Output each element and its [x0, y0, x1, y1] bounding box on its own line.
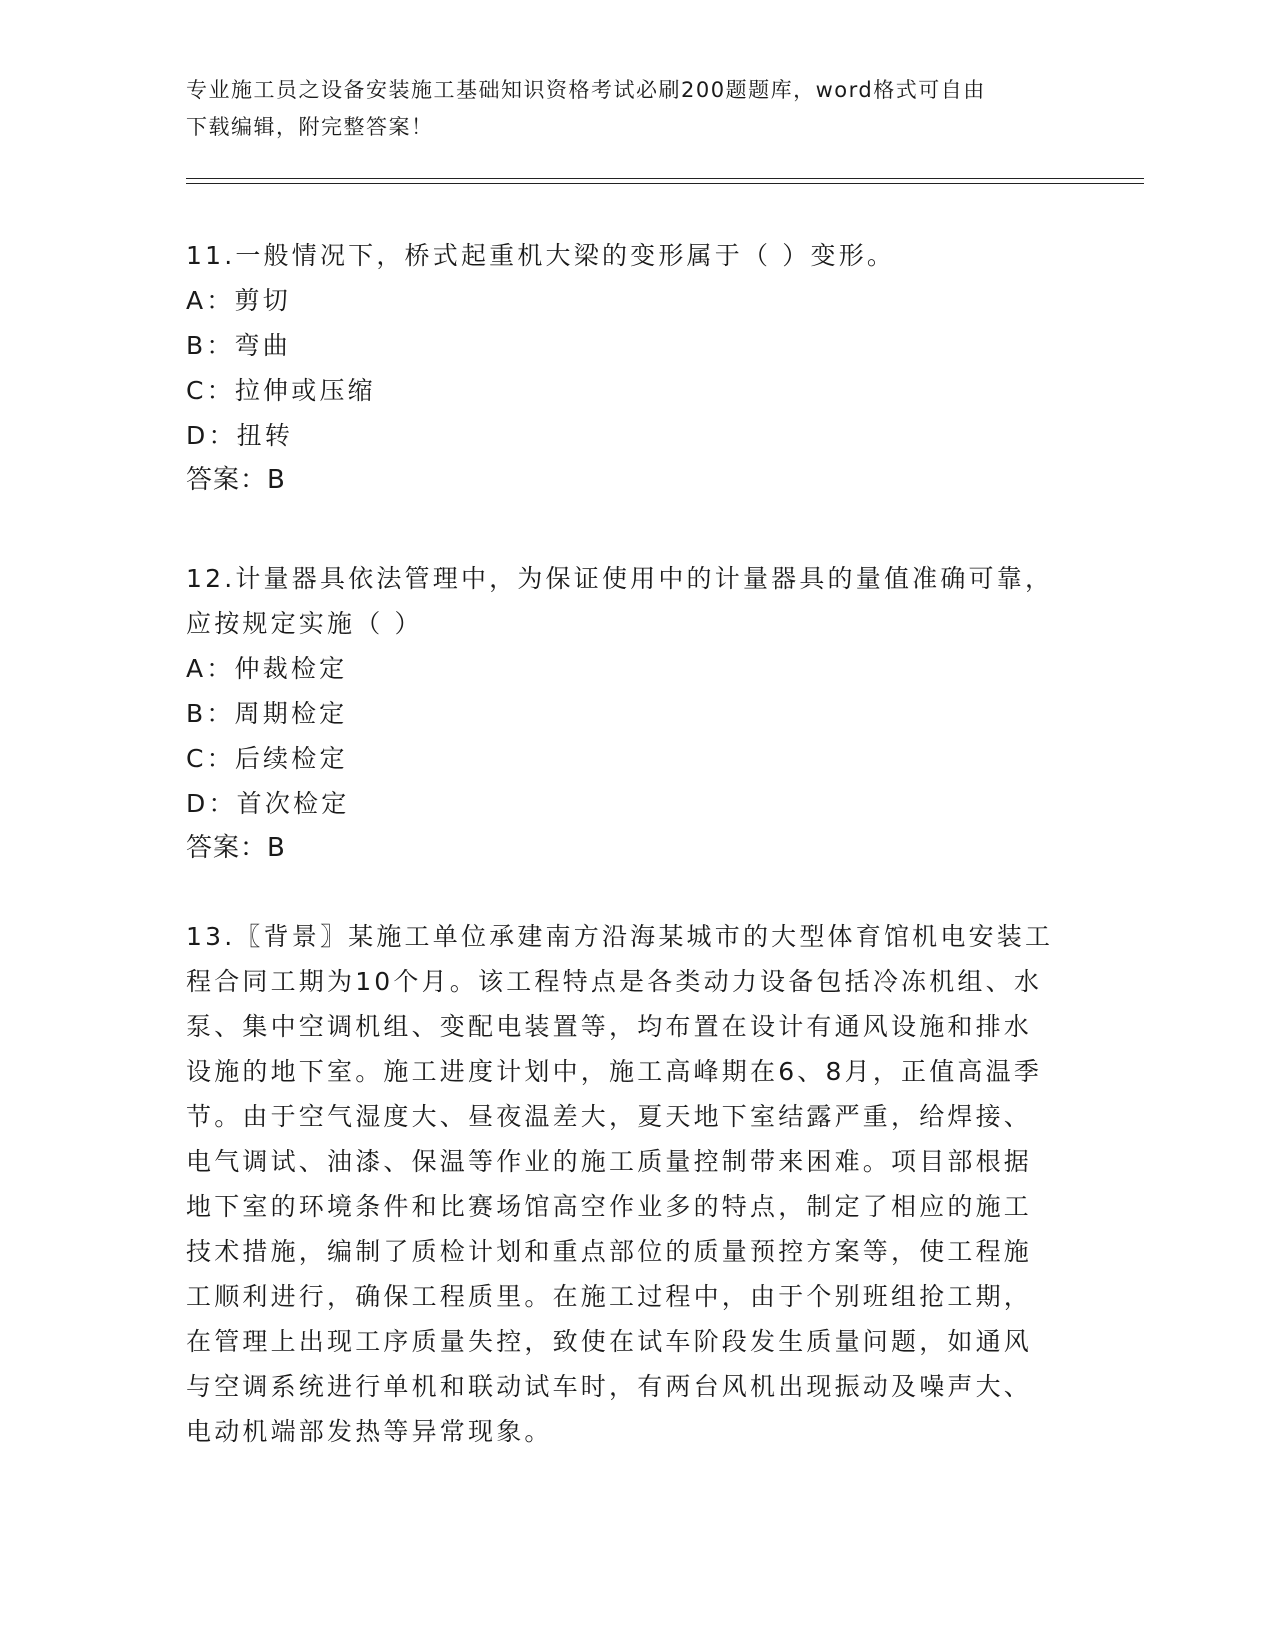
paragraph-line: 13.〖背景〗某施工单位承建南方沿海某城市的大型体育馆机电安装工: [186, 922, 1054, 951]
option-c: C：拉伸或压缩: [186, 376, 376, 405]
question-stem-line-1: 12.计量器具依法管理中，为保证使用中的计量器具的量值准确可靠，: [186, 564, 1054, 593]
paragraph-line: 电气调试、油漆、保温等作业的施工质量控制带来困难。项目部根据: [186, 1147, 1033, 1176]
option-b: B：周期检定: [186, 699, 348, 728]
option-a: A：仲裁检定: [186, 654, 348, 683]
question-11: [186, 233, 1066, 503]
paragraph-line: 工顺利进行，确保工程质里。在施工过程中，由于个别班组抢工期，: [186, 1282, 1033, 1311]
header-line-2: 下载编辑，附完整答案！: [186, 115, 434, 139]
paragraph-line: 与空调系统进行单机和联动试车时，有两台风机出现振动及噪声大、: [186, 1372, 1033, 1401]
option-c: C：后续检定: [186, 744, 348, 773]
option-a: A：剪切: [186, 286, 291, 315]
paragraph-line: 地下室的环境条件和比赛场馆高空作业多的特点，制定了相应的施工: [186, 1192, 1033, 1221]
paragraph-line: 在管理上出现工序质量失控，致使在试车阶段发生质量问题，如通风: [186, 1327, 1033, 1356]
option-b: B：弯曲: [186, 331, 291, 360]
option-d: D：扭转: [186, 421, 294, 450]
paragraph-line: 电动机端部发热等异常现象。: [186, 1417, 553, 1446]
header-divider-top: [186, 178, 1144, 179]
answer-line: 答案：B: [186, 465, 286, 495]
header-divider-bottom: [186, 183, 1144, 184]
paragraph-line: 泵、集中空调机组、变配电装置等，均布置在设计有通风设施和排水: [186, 1012, 1033, 1041]
question-12: [186, 556, 1066, 871]
document-header: [186, 72, 1066, 146]
option-d: D：首次检定: [186, 789, 350, 818]
paragraph-line: 程合同工期为10个月。该工程特点是各类动力设备包括冷冻机组、水: [186, 967, 1043, 996]
answer-line: 答案：B: [186, 833, 286, 863]
question-13: [186, 914, 1066, 1454]
question-stem: 11.一般情况下，桥式起重机大梁的变形属于（ ）变形。: [186, 241, 896, 270]
paragraph-line: 设施的地下室。施工进度计划中，施工高峰期在6、8月，正值高温季: [186, 1057, 1043, 1086]
header-line-1: 专业施工员之设备安装施工基础知识资格考试必刷200题题库，word格式可自由: [186, 78, 986, 102]
paragraph-line: 节。由于空气湿度大、昼夜温差大，夏天地下室结露严重，给焊接、: [186, 1102, 1033, 1131]
question-stem-line-2: 应按规定实施（ ）: [186, 609, 423, 638]
paragraph-line: 技术措施，编制了质检计划和重点部位的质量预控方案等，使工程施: [186, 1237, 1033, 1266]
